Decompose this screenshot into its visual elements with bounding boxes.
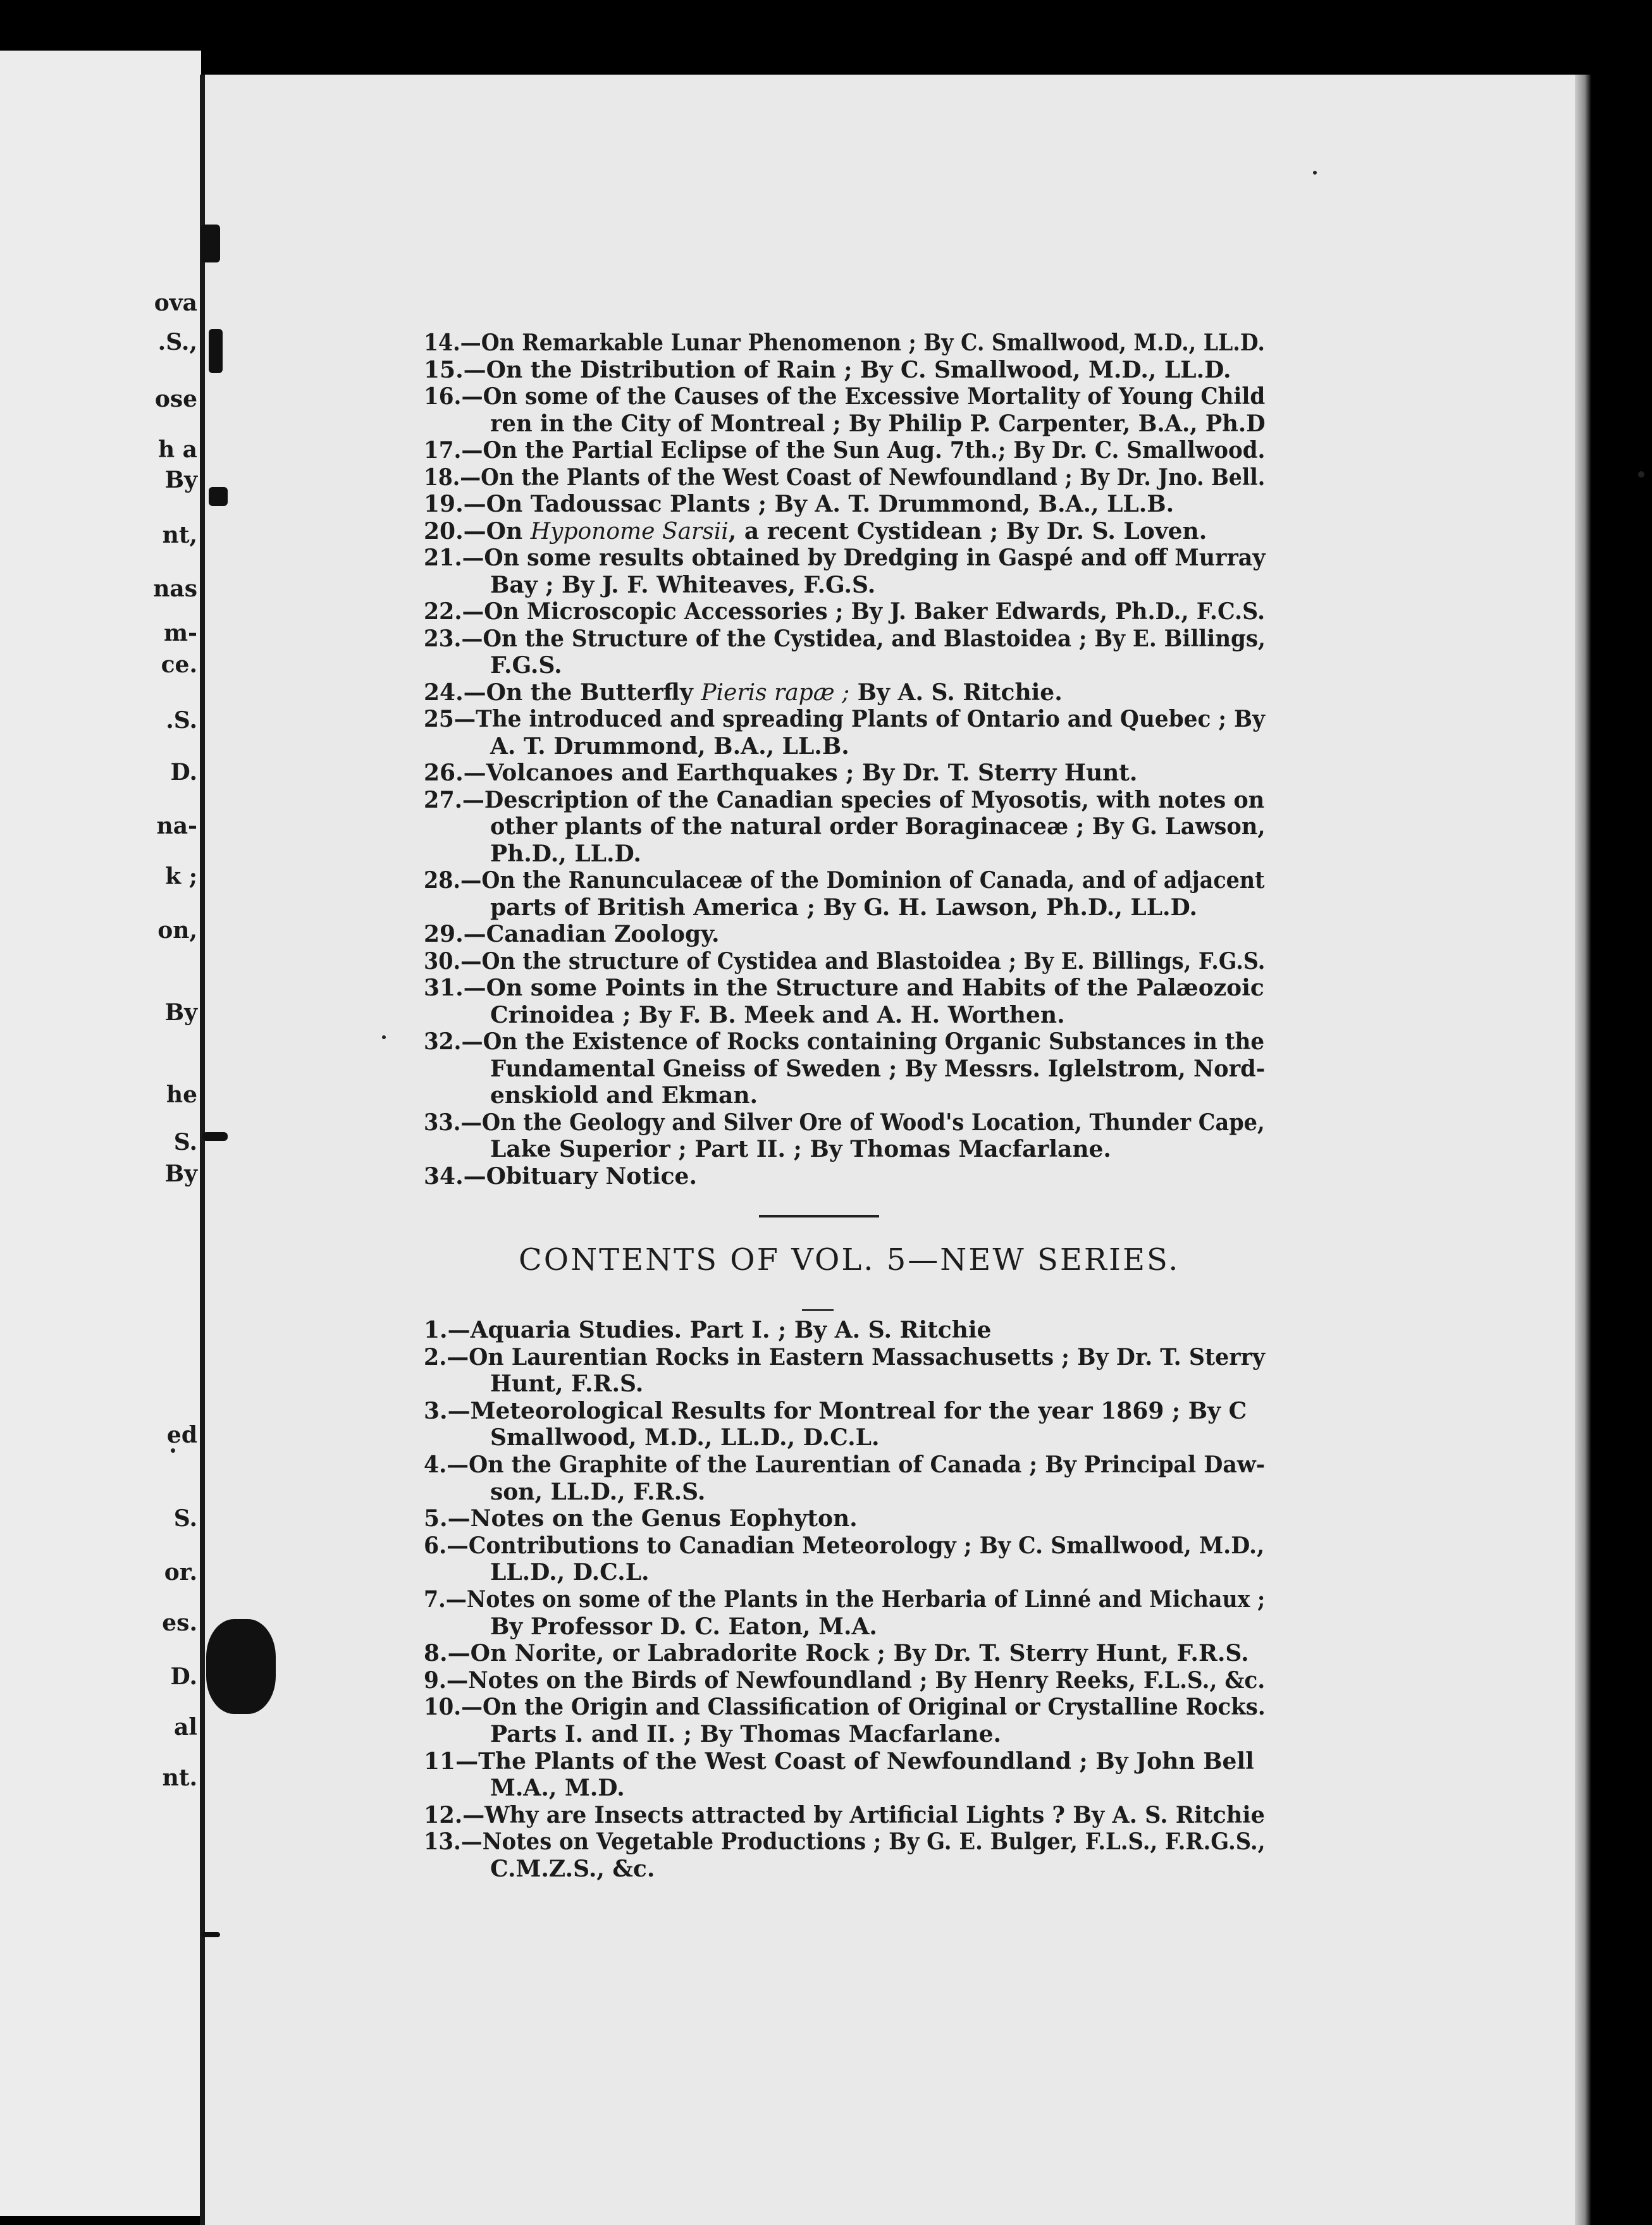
toc-entry-number: 2. bbox=[424, 1343, 447, 1371]
toc-entry-number: 31. bbox=[424, 975, 464, 1001]
toc-entry-text: —On the Existence of Rocks containing Organic Substances in the bbox=[461, 1028, 1265, 1055]
toc-entry-number: 28. bbox=[424, 867, 461, 894]
left-page-fragment: k ; bbox=[165, 863, 197, 890]
speck bbox=[1313, 171, 1317, 175]
toc-entry-text: —Aquaria Studies. Part I. ; By A. S. Ritchie bbox=[447, 1317, 992, 1343]
toc-entry-continuation bbox=[490, 1425, 880, 1451]
toc-entry-text: —On the Plants of the West Coast of Newfoundland ; By Dr. Jno. Bell. bbox=[460, 464, 1266, 491]
toc-entry bbox=[424, 1694, 1266, 1720]
toc-entry bbox=[424, 1749, 1254, 1775]
toc-entry-number: 26. bbox=[424, 760, 464, 786]
toc-entry bbox=[424, 357, 1231, 383]
toc-entry-continuation bbox=[490, 1775, 625, 1801]
binding-stitch-mark bbox=[201, 1932, 220, 1937]
left-page-fragment: on, bbox=[157, 917, 197, 944]
toc-entry-text: —On some Points in the Structure and Habits of the Palæozoic bbox=[463, 975, 1264, 1001]
toc-entry-text: Crinoidea ; By F. B. Meek and A. H. Worthen. bbox=[490, 1001, 1065, 1028]
toc-entry-text: Fundamental Gneiss of Sweden ; By Messrs. Iglelstrom, Nord- bbox=[490, 1055, 1266, 1082]
section-heading: CONTENTS OF VOL. 5—NEW SERIES. bbox=[519, 1242, 1180, 1278]
toc-entry-text: —Contributions to Canadian Meteorology ; By C. Smallwood, M.D., bbox=[447, 1532, 1265, 1559]
toc-entry-text: —Description of the Canadian species of Myosotis, with notes on bbox=[462, 786, 1265, 813]
toc-entry bbox=[424, 1641, 1249, 1667]
toc-entry bbox=[424, 1829, 1265, 1855]
left-page-fragment: nt. bbox=[162, 1765, 197, 1791]
toc-entry-text: —Notes on the Genus Eophyton. bbox=[447, 1505, 858, 1532]
toc-entry-number: 14. bbox=[424, 330, 460, 356]
left-page-fragment: D. bbox=[170, 759, 197, 786]
binding-stitch-mark bbox=[206, 1619, 276, 1714]
toc-entry bbox=[424, 545, 1266, 571]
toc-entry-text: —On Remarkable Lunar Phenomenon ; By C. Smallwood, M.D., LL.D. bbox=[460, 330, 1265, 356]
toc-entry bbox=[424, 868, 1264, 894]
binding-stitch-mark bbox=[201, 225, 220, 262]
toc-entry-text: —On bbox=[463, 517, 531, 545]
left-page-fragment: .S., bbox=[157, 329, 197, 355]
toc-entry-continuation bbox=[490, 1371, 643, 1397]
toc-entry-text: Lake Superior ; Part II. ; By Thomas Macfarlane. bbox=[490, 1136, 1111, 1162]
speck bbox=[382, 1035, 386, 1039]
toc-entry bbox=[424, 1803, 1265, 1828]
toc-entry bbox=[424, 1164, 697, 1190]
toc-entry-continuation bbox=[490, 411, 1266, 437]
left-page-fragment: h a bbox=[157, 436, 197, 463]
heading-rule bbox=[802, 1309, 834, 1311]
left-page-fragment: D. bbox=[170, 1663, 197, 1690]
toc-entry-text: —On Laurentian Rocks in Eastern Massachusetts ; By Dr. T. Sterry bbox=[447, 1343, 1266, 1371]
toc-entry-number: 9. bbox=[424, 1667, 447, 1694]
toc-entry-number: 33. bbox=[424, 1109, 461, 1136]
speck bbox=[1638, 471, 1644, 478]
toc-entry bbox=[424, 706, 1265, 732]
toc-entry-text: Smallwood, M.D., LL.D., D.C.L. bbox=[490, 1424, 880, 1451]
toc-entry-text: —Obituary Notice. bbox=[463, 1162, 697, 1190]
toc-entry-text: parts of British America ; By G. H. Lawson, Ph.D., LL.D. bbox=[490, 894, 1198, 921]
left-page-fragment: ova bbox=[154, 290, 197, 316]
toc-entry-continuation bbox=[490, 1137, 1111, 1162]
toc-entry-continuation bbox=[490, 814, 1266, 840]
toc-entry-text: enskiold and Ekman. bbox=[490, 1082, 758, 1109]
toc-entry bbox=[424, 949, 1265, 975]
binding-stitch-mark bbox=[209, 329, 223, 373]
toc-entry-number: 12. bbox=[424, 1801, 463, 1828]
toc-entry-text: —On the Partial Eclipse of the Sun Aug. 7th.; By Dr. C. Smallwood. bbox=[461, 437, 1266, 464]
toc-entry-continuation bbox=[490, 1560, 650, 1586]
toc-entry-number: 21. bbox=[424, 545, 462, 571]
toc-entry-text: —On some of the Causes of the Excessive Mortality of Young Child bbox=[461, 383, 1266, 410]
left-page-fragment: By bbox=[164, 1161, 197, 1187]
toc-entry-continuation bbox=[490, 734, 849, 760]
left-page-fragment: S. bbox=[173, 1505, 197, 1532]
toc-entry-continuation bbox=[490, 1479, 705, 1505]
toc-entry-text: ren in the City of Montreal ; By Philip P. Carpenter, B.A., Ph.D bbox=[490, 410, 1266, 437]
toc-entry-continuation bbox=[490, 1056, 1265, 1082]
toc-entry bbox=[424, 491, 1174, 517]
left-page-fragment: al bbox=[173, 1714, 197, 1741]
speck bbox=[171, 1448, 175, 1453]
left-page-fragment: ce. bbox=[161, 651, 197, 678]
toc-entry bbox=[424, 1533, 1264, 1559]
left-page-fragment: es. bbox=[162, 1610, 197, 1636]
toc-entry-number: 6. bbox=[424, 1532, 447, 1559]
toc-entry-number: 11 bbox=[424, 1747, 456, 1775]
toc-entry-text: C.M.Z.S., &c. bbox=[490, 1856, 655, 1882]
binding-stitch-mark bbox=[209, 487, 228, 506]
toc-entry bbox=[424, 1398, 1247, 1424]
left-page-fragment: ose bbox=[154, 386, 197, 412]
toc-entry-text: —On the structure of Cystidea and Blastoidea ; By E. Billings, F.G.S. bbox=[460, 947, 1266, 975]
toc-entry-text: —On the Distribution of Rain ; By C. Smallwood, M.D., LL.D. bbox=[463, 356, 1231, 383]
toc-entry bbox=[424, 384, 1265, 410]
toc-entry bbox=[424, 680, 1063, 706]
toc-entry bbox=[424, 438, 1265, 464]
toc-entry bbox=[424, 975, 1264, 1001]
toc-entry bbox=[424, 1668, 1265, 1694]
toc-entry-text: By A. S. Ritchie. bbox=[849, 679, 1063, 706]
toc-entry-text: , a recent Cystidean ; By Dr. S. Loven. bbox=[728, 517, 1207, 545]
toc-entry-number: 23. bbox=[424, 625, 462, 652]
toc-entry-continuation bbox=[490, 895, 1197, 921]
binding-stitch-mark bbox=[202, 1132, 228, 1141]
toc-entry bbox=[424, 330, 1265, 356]
toc-entry-text: —On the Graphite of the Laurentian of Canada ; By Principal Daw- bbox=[447, 1451, 1266, 1478]
toc-entry-number: 20. bbox=[424, 517, 464, 545]
left-page-fragment: By bbox=[164, 999, 197, 1026]
toc-entry bbox=[424, 1587, 1265, 1613]
toc-entry-continuation bbox=[490, 1722, 1001, 1747]
left-page bbox=[0, 51, 201, 2216]
toc-entry-continuation bbox=[490, 1614, 877, 1640]
toc-entry bbox=[424, 1452, 1265, 1478]
toc-entry-text: —On the Origin and Classification of Original or Crystalline Rocks. bbox=[461, 1694, 1266, 1721]
toc-entry-text: —On the Ranunculaceæ of the Dominion of Canada, and of adjacent bbox=[460, 867, 1265, 894]
toc-entry-text: —On the Geology and Silver Ore of Wood's Location, Thunder Cape, bbox=[460, 1109, 1265, 1136]
left-page-fragment: na- bbox=[156, 813, 197, 839]
toc-entry-number: 8. bbox=[424, 1640, 448, 1667]
toc-entry-number: 5. bbox=[424, 1505, 448, 1532]
left-page-fragment: ed bbox=[166, 1422, 197, 1448]
toc-entry-number: 27. bbox=[424, 786, 462, 813]
toc-entry-continuation bbox=[490, 653, 562, 679]
toc-entry-number: 1. bbox=[424, 1317, 448, 1343]
toc-entry-species-name: Hyponome Sarsii bbox=[530, 518, 729, 545]
toc-entry-number: 19. bbox=[424, 491, 464, 517]
toc-entry-number: 25 bbox=[424, 706, 454, 732]
binding-spine bbox=[200, 75, 205, 2225]
toc-entry-text: —On some results obtained by Dredging in Gaspé and off Murray bbox=[462, 545, 1266, 571]
toc-entry-text: M.A., M.D. bbox=[490, 1775, 625, 1802]
toc-entry-number: 4. bbox=[424, 1451, 447, 1478]
toc-entry-number: 17. bbox=[424, 437, 462, 464]
toc-entry-text: —Canadian Zoology. bbox=[463, 921, 720, 947]
toc-entry-text: —The introduced and spreading Plants of Ontario and Quebec ; By bbox=[453, 706, 1266, 732]
toc-entry-text: —On Norite, or Labradorite Rock ; By Dr. T. Sterry Hunt, F.R.S. bbox=[447, 1640, 1249, 1667]
left-page-fragment: .S. bbox=[166, 707, 197, 734]
left-page-fragment: nt, bbox=[162, 522, 197, 548]
toc-entry-text: —Meteorological Results for Montreal for the year 1869 ; By C bbox=[447, 1397, 1247, 1424]
toc-entry bbox=[424, 599, 1265, 625]
toc-entry-number: 29. bbox=[424, 921, 464, 947]
toc-entry-number: 22. bbox=[424, 598, 462, 625]
toc-entry-number: 18. bbox=[424, 464, 460, 491]
toc-entry-text: —On Tadoussac Plants ; By A. T. Drummond, B.A., LL.B. bbox=[463, 491, 1174, 517]
toc-entry-text: By Professor D. C. Eaton, M.A. bbox=[490, 1613, 877, 1640]
toc-entry-continuation bbox=[490, 841, 641, 867]
toc-entry-text: —Volcanoes and Earthquakes ; By Dr. T. Sterry Hunt. bbox=[463, 760, 1138, 786]
toc-entry-text: —Notes on some of the Plants in the Herbaria of Linné and Michaux ; bbox=[445, 1586, 1266, 1613]
toc-entry bbox=[424, 1345, 1265, 1371]
left-page-fragment: S. bbox=[173, 1129, 197, 1156]
toc-entry-species-name: Pieris rapæ ; bbox=[701, 679, 850, 706]
toc-entry-text: Hunt, F.R.S. bbox=[490, 1371, 644, 1398]
toc-entry bbox=[424, 787, 1264, 813]
toc-entry-number: 24. bbox=[424, 679, 464, 706]
toc-entry-number: 30. bbox=[424, 947, 461, 975]
toc-entry-continuation bbox=[490, 572, 875, 598]
toc-entry-text: —Why are Insects attracted by Artificial Lights ? By A. S. Ritchie bbox=[462, 1801, 1265, 1828]
toc-entry-number: 13. bbox=[424, 1828, 461, 1856]
section-divider bbox=[759, 1215, 879, 1217]
toc-entry bbox=[424, 626, 1266, 652]
page-edge-shadow bbox=[1575, 75, 1591, 2225]
toc-entry bbox=[424, 1506, 858, 1532]
toc-entry-text: LL.D., D.C.L. bbox=[490, 1559, 650, 1586]
toc-entry-text: —On the Structure of the Cystidea, and Blastoidea ; By E. Billings, bbox=[461, 625, 1266, 652]
toc-entry-text: —Notes on Vegetable Productions ; By G. E. Bulger, F.L.S., F.R.G.S., bbox=[460, 1828, 1266, 1856]
toc-entry-number: 15. bbox=[424, 356, 464, 383]
left-page-fragment: or. bbox=[164, 1559, 197, 1586]
left-page-fragment: m- bbox=[163, 620, 197, 646]
toc-entry bbox=[424, 1029, 1264, 1055]
toc-entry-number: 3. bbox=[424, 1397, 448, 1424]
toc-entry-text: Parts I. and II. ; By Thomas Macfarlane. bbox=[490, 1721, 1002, 1747]
toc-entry-text: —On the Butterfly bbox=[463, 679, 701, 706]
toc-entry-number: 16. bbox=[424, 383, 462, 410]
toc-entry-text: Bay ; By J. F. Whiteaves, F.G.S. bbox=[490, 571, 876, 598]
toc-entry-number: 10. bbox=[424, 1694, 462, 1721]
toc-entry-number: 34. bbox=[424, 1162, 464, 1190]
toc-entry-text: F.G.S. bbox=[490, 652, 562, 679]
left-page-fragment: he bbox=[166, 1082, 197, 1108]
toc-entry-text: Ph.D., LL.D. bbox=[490, 840, 641, 867]
toc-entry-text: A. T. Drummond, B.A., LL.B. bbox=[490, 732, 849, 760]
toc-entry bbox=[424, 1317, 991, 1343]
toc-entry-text: —On Microscopic Accessories ; By J. Baker Edwards, Ph.D., F.C.S. bbox=[462, 598, 1266, 625]
toc-entry bbox=[424, 760, 1137, 786]
toc-entry-continuation bbox=[490, 1083, 758, 1109]
left-page-fragment: nas bbox=[153, 576, 197, 602]
toc-entry bbox=[424, 921, 719, 947]
toc-entry-number: 32. bbox=[424, 1028, 462, 1055]
toc-entry-number: 7. bbox=[424, 1586, 446, 1613]
toc-entry-text: —Notes on the Birds of Newfoundland ; By Henry Reeks, F.L.S., &c. bbox=[446, 1667, 1266, 1694]
toc-entry-continuation bbox=[490, 1002, 1065, 1028]
toc-entry-continuation bbox=[490, 1856, 655, 1882]
toc-entry-text: other plants of the natural order Boraginaceæ ; By G. Lawson, bbox=[490, 813, 1266, 840]
toc-entry bbox=[424, 465, 1265, 491]
left-page-fragment: By bbox=[164, 467, 197, 493]
toc-entry bbox=[424, 519, 1207, 545]
toc-entry-text: son, LL.D., F.R.S. bbox=[490, 1478, 706, 1505]
toc-entry bbox=[424, 1110, 1265, 1136]
toc-entry-text: —The Plants of the West Coast of Newfoundland ; By John Bell bbox=[455, 1747, 1254, 1775]
